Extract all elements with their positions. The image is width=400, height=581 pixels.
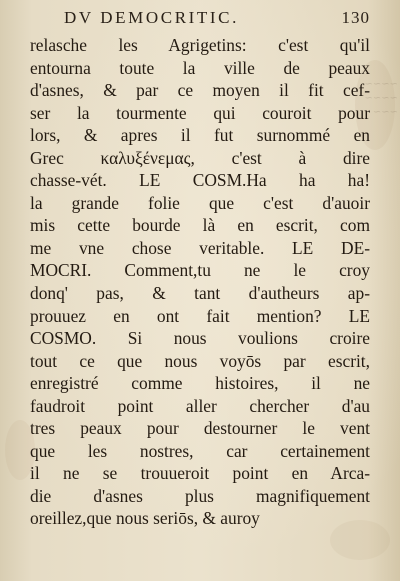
- text-line: que les nostres, car certainement: [30, 440, 370, 461]
- text-line: tout ce que nous voyōs par escrit,: [30, 350, 370, 371]
- text-line: d'asnes, & par ce moyen il fit cef-: [30, 80, 370, 101]
- text-line: il ne se trouueroit point en Arca-: [30, 463, 370, 484]
- text-line: MOCRI. Comment,tu ne le croy: [30, 260, 370, 281]
- text-line: enregistré comme histoires, il ne: [30, 373, 370, 394]
- text-line: prouuez en ont fait mention? LE: [30, 305, 370, 326]
- text-line: la grande folie que c'est d'auoir: [30, 192, 370, 213]
- text-line: chasse-vét. LE COSM.Ha ha ha!: [30, 170, 370, 191]
- text-line: tres peaux pour destourner le vent: [30, 418, 370, 439]
- text-line: COSMO. Si nous voulions croire: [30, 328, 370, 349]
- text-line: Grec καλυξένεμας, c'est à dire: [30, 147, 370, 168]
- text-line: die d'asnes plus magnifiquement: [30, 485, 370, 506]
- text-line: relasche les Agrigetins: c'est qu'il: [30, 35, 370, 55]
- text-line: oreillez,que nous seriōs, & auroy: [30, 508, 260, 529]
- text-line: lors, & apres il fut surnommé en: [30, 125, 370, 146]
- text-line: entourna toute la ville de peaux: [30, 57, 370, 78]
- show-through-text: ~~~~ ~~~~ ~~~: [364, 79, 398, 118]
- page-number: 130: [341, 8, 370, 27]
- text-line: me vne chose veritable. LE DE-: [30, 237, 370, 258]
- text-line: faudroit point aller chercher d'au: [30, 395, 370, 416]
- page-header: [30, 6, 370, 28]
- text-line: donq' pas, & tant d'autheurs ap-: [30, 283, 370, 304]
- text-line: mis cette bourde là en escrit, com: [30, 215, 370, 236]
- body-text: [30, 34, 370, 530]
- running-title: DV DEMOCRITIC.: [64, 8, 239, 27]
- text-line: ser la tourmente qui couroit pour: [30, 102, 370, 123]
